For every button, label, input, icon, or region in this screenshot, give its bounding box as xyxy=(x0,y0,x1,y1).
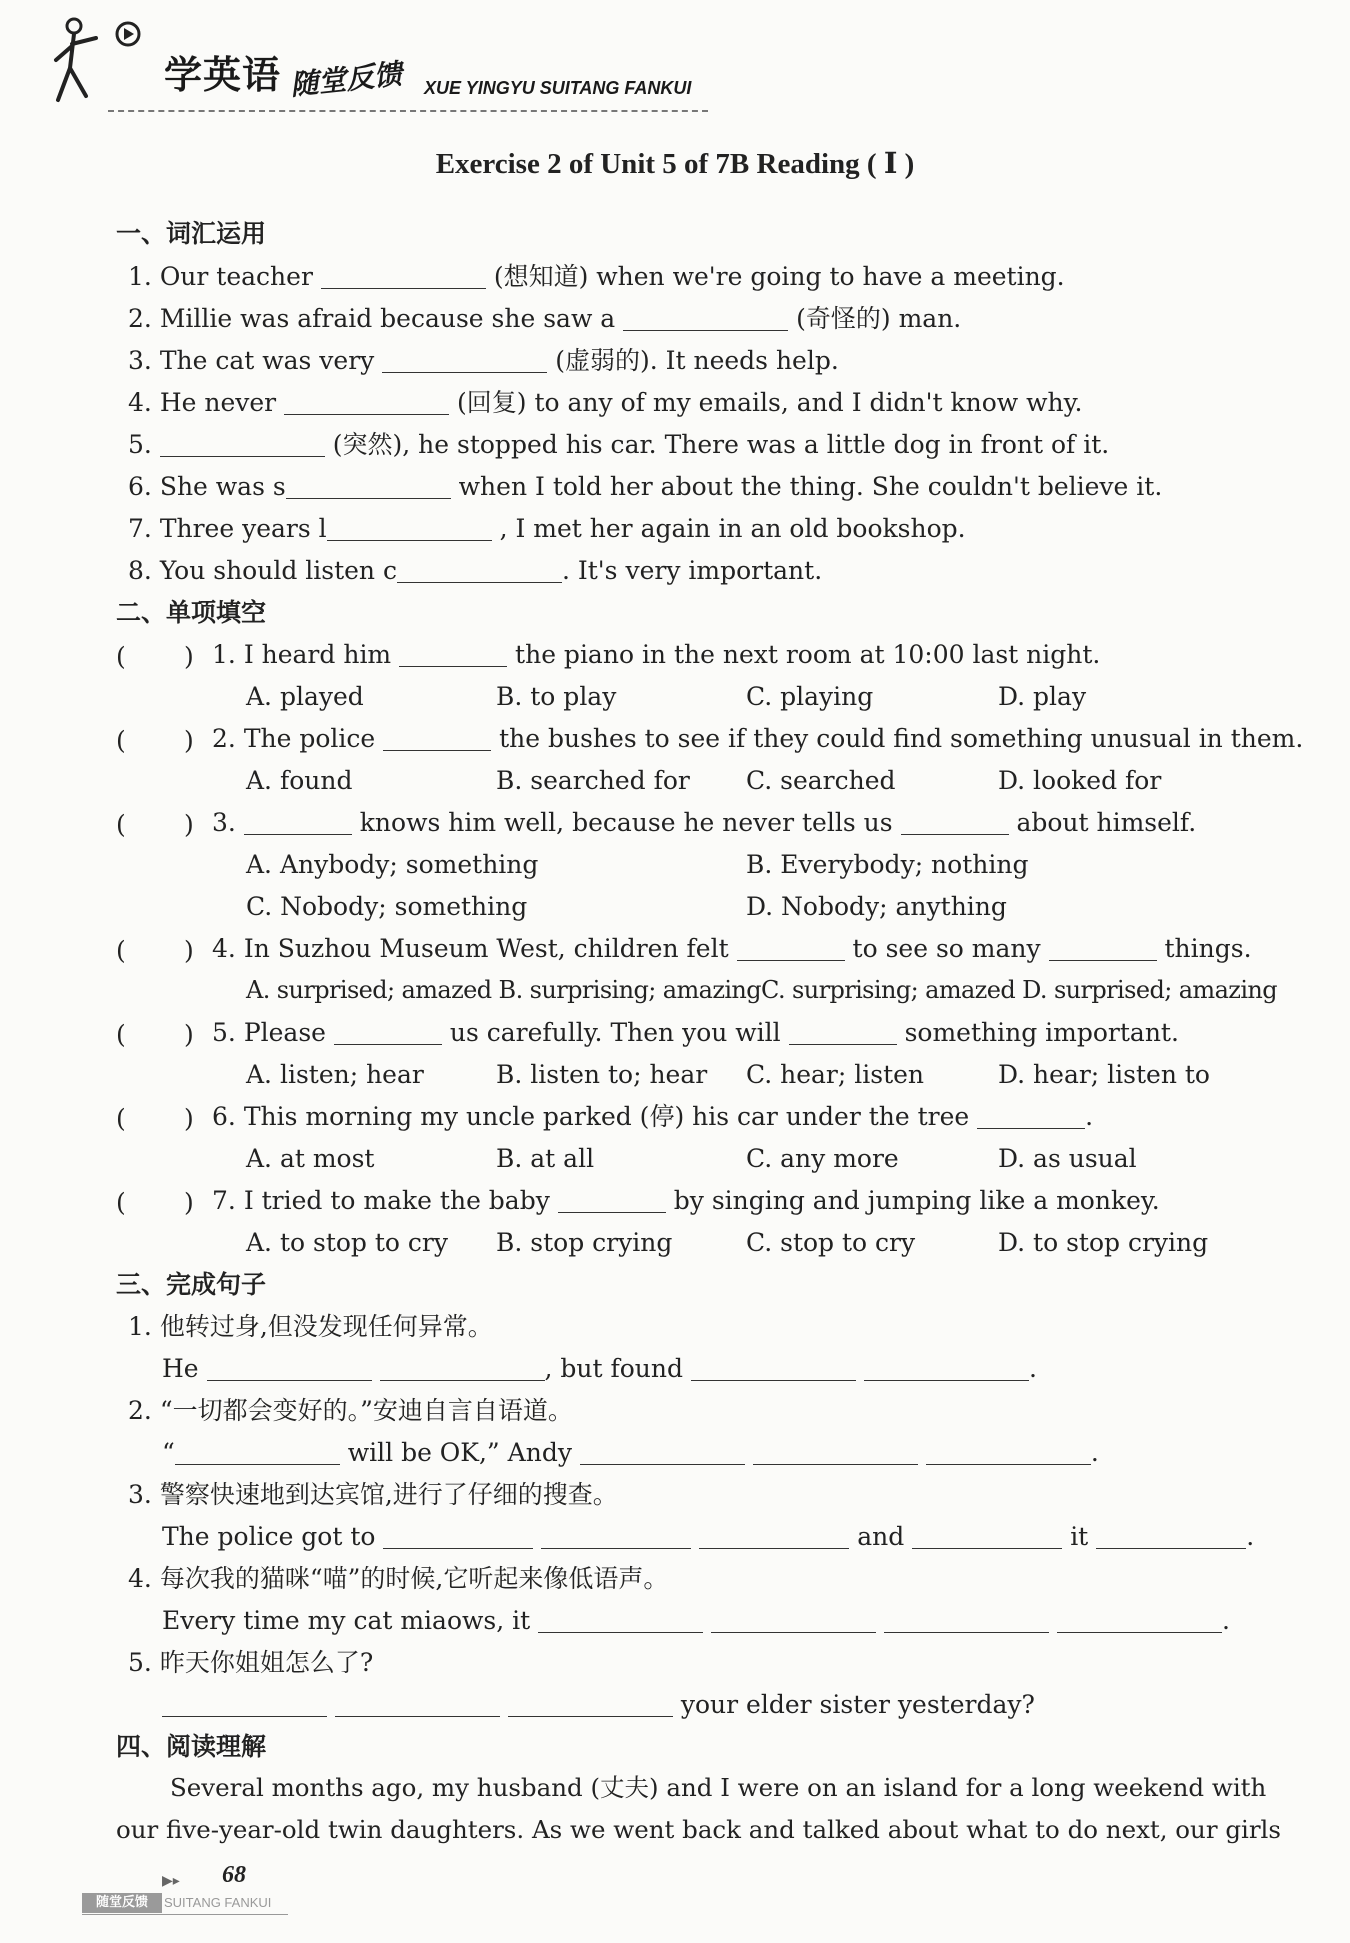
vocab-item-8 xyxy=(128,558,822,583)
header-divider xyxy=(108,110,708,112)
answer-bracket-open: ( xyxy=(116,810,126,839)
footer-divider xyxy=(82,1914,288,1915)
translation-item-3-answer xyxy=(162,1524,1254,1549)
sentence-text: . xyxy=(1090,1438,1099,1467)
answer-bracket-close: ) xyxy=(184,936,194,965)
answer-blank[interactable] xyxy=(175,1442,340,1465)
logo-title: 学英语 xyxy=(164,53,282,97)
option-c[interactable]: C. playing xyxy=(746,682,874,711)
question-text: the piano in the next room at 10:00 last night. xyxy=(515,640,1101,669)
vocab-item-3 xyxy=(128,348,839,373)
question-text: Please xyxy=(243,1018,326,1047)
section4-heading: 四、阅读理解 xyxy=(116,1732,267,1761)
mc-question-6 xyxy=(212,1104,1093,1129)
page-header xyxy=(52,14,1332,114)
option-b[interactable]: B. at all xyxy=(496,1144,595,1173)
option-b[interactable]: B. to play xyxy=(496,682,617,711)
question-text: In Suzhou Museum West, children felt xyxy=(243,934,729,963)
option-d[interactable]: D. as usual xyxy=(998,1144,1137,1173)
answer-bracket-open: ( xyxy=(116,936,126,965)
item-text: , I met her again in an old bookshop. xyxy=(499,514,966,543)
answer-blank[interactable] xyxy=(382,350,547,373)
item-number: 2. xyxy=(128,1396,152,1425)
option-b[interactable]: B. searched for xyxy=(496,766,690,795)
answer-bracket-close: ) xyxy=(184,642,194,671)
item-number: 4. xyxy=(128,1564,152,1593)
item-number: 1. xyxy=(128,262,152,291)
item-number: 3. xyxy=(128,346,152,375)
page-title: Exercise 2 of Unit 5 of 7B Reading ( Ⅰ ) xyxy=(435,148,915,180)
answer-bracket-open: ( xyxy=(116,1020,126,1049)
answer-blank[interactable] xyxy=(321,266,486,289)
question-number: 5. xyxy=(212,1018,236,1047)
answer-blank[interactable] xyxy=(580,1442,745,1465)
answer-blank[interactable] xyxy=(901,812,1009,835)
option-a[interactable]: A. at most xyxy=(246,1144,375,1173)
answer-blank[interactable] xyxy=(284,392,449,415)
question-text: the bushes to see if they could find something unusual in them. xyxy=(499,724,1304,753)
chinese-prompt: 警察快速地到达宾馆,进行了仔细的搜查。 xyxy=(159,1480,618,1509)
mc-question-1 xyxy=(212,642,1100,667)
answer-blank[interactable] xyxy=(699,1526,849,1549)
option-c[interactable]: C. stop to cry xyxy=(746,1228,916,1257)
answer-blank[interactable] xyxy=(160,434,325,457)
sentence-text: . xyxy=(1028,1354,1037,1383)
answer-blank[interactable] xyxy=(912,1526,1062,1549)
question-text: something important. xyxy=(904,1018,1179,1047)
sentence-text: “ xyxy=(162,1438,175,1467)
answer-bracket-close: ) xyxy=(184,1020,194,1049)
answer-blank[interactable] xyxy=(286,476,451,499)
reading-passage-line-2: our five-year-old twin daughters. As we went back and talked about what to do next, our girls xyxy=(116,1815,1281,1844)
question-text: . xyxy=(1085,1102,1094,1131)
option-b[interactable]: B. Everybody; nothing xyxy=(746,850,1029,879)
answer-blank[interactable] xyxy=(789,1022,897,1045)
sentence-text: it xyxy=(1070,1522,1089,1551)
translation-item-4-prompt xyxy=(128,1566,668,1591)
translation-item-4-answer xyxy=(162,1608,1230,1633)
runner-logo-icon xyxy=(52,16,142,112)
option-a[interactable]: A. Anybody; something xyxy=(246,850,539,879)
question-text: to see so many xyxy=(852,934,1041,963)
logo-pinyin: XUE YINGYU SUITANG FANKUI xyxy=(424,78,692,98)
translation-item-1-answer xyxy=(162,1356,1037,1381)
answer-blank[interactable] xyxy=(162,1694,327,1717)
option-a[interactable]: A. to stop to cry xyxy=(246,1228,448,1257)
question-text: This morning my uncle parked (停) his car under the tree xyxy=(243,1102,970,1131)
question-text: things. xyxy=(1164,934,1252,963)
item-text: (奇怪的) man. xyxy=(796,304,962,333)
reading-passage-line-1: Several months ago, my husband (丈夫) and I were on an island for a long weekend with xyxy=(170,1773,1267,1802)
item-text: The cat was very xyxy=(159,346,375,375)
question-number: 1. xyxy=(212,640,236,669)
chinese-prompt: 每次我的猫咪“喵”的时候,它听起来像低语声。 xyxy=(159,1564,669,1593)
translation-item-2-answer xyxy=(162,1440,1099,1465)
question-number: 2. xyxy=(212,724,236,753)
option-b[interactable]: B. listen to; hear xyxy=(496,1060,708,1089)
chinese-prompt: “一切都会变好的。”安迪自言自语道。 xyxy=(159,1396,573,1425)
item-text: She was s xyxy=(159,472,286,501)
item-number: 5. xyxy=(128,430,152,459)
answer-blank[interactable] xyxy=(508,1694,673,1717)
answer-blank[interactable] xyxy=(335,1694,500,1717)
option-d[interactable]: D. Nobody; anything xyxy=(746,892,1007,921)
vocab-item-5 xyxy=(128,432,1109,457)
option-a[interactable]: A. played xyxy=(246,682,364,711)
answer-blank[interactable] xyxy=(327,518,492,541)
vocab-item-1 xyxy=(128,264,1065,289)
question-number: 3. xyxy=(212,808,236,837)
question-text: us carefully. Then you will xyxy=(449,1018,781,1047)
question-text: knows him well, because he never tells us xyxy=(359,808,893,837)
item-number: 6. xyxy=(128,472,152,501)
item-text: when I told her about the thing. She couldn't believe it. xyxy=(458,472,1163,501)
item-text: Millie was afraid because she saw a xyxy=(159,304,616,333)
vocab-item-6 xyxy=(128,474,1162,499)
answer-blank[interactable] xyxy=(753,1442,918,1465)
item-text: (虚弱的). It needs help. xyxy=(555,346,839,375)
sentence-text: . xyxy=(1222,1606,1230,1635)
footer-badge: 随堂反馈 xyxy=(82,1893,162,1913)
logo-subtitle: 随堂反馈 xyxy=(288,57,404,102)
question-text: The police xyxy=(243,724,376,753)
answer-blank[interactable] xyxy=(558,1190,666,1213)
answer-blank[interactable] xyxy=(334,1022,442,1045)
answer-blank[interactable] xyxy=(383,1526,533,1549)
option-d[interactable]: D. hear; listen to xyxy=(998,1060,1210,1089)
translation-item-5-prompt xyxy=(128,1650,373,1675)
translation-item-2-prompt xyxy=(128,1398,573,1423)
answer-blank[interactable] xyxy=(977,1106,1085,1129)
sentence-text: your elder sister yesterday? xyxy=(680,1690,1035,1719)
answer-blank[interactable] xyxy=(926,1442,1091,1465)
question-text: I heard him xyxy=(243,640,392,669)
option-c[interactable]: C. hear; listen xyxy=(746,1060,925,1089)
answer-bracket-close: ) xyxy=(184,810,194,839)
answer-bracket-close: ) xyxy=(184,1104,194,1133)
page-number: 68 xyxy=(222,1862,246,1888)
page-arrow-icon: ▶▸ xyxy=(162,1873,180,1889)
answer-blank[interactable] xyxy=(711,1610,876,1633)
answer-bracket-close: ) xyxy=(184,726,194,755)
answer-blank[interactable] xyxy=(244,812,352,835)
answer-blank[interactable] xyxy=(397,560,562,583)
answer-bracket-open: ( xyxy=(116,1188,126,1217)
mc-question-7 xyxy=(212,1188,1160,1213)
option-c[interactable]: C. any more xyxy=(746,1144,899,1173)
item-text: (想知道) when we're going to have a meeting. xyxy=(493,262,1065,291)
item-text: He never xyxy=(159,388,277,417)
item-text: (突然), he stopped his car. There was a little dog in front of it. xyxy=(332,430,1110,459)
translation-item-1-prompt xyxy=(128,1314,493,1339)
chinese-prompt: 他转过身,但没发现任何异常。 xyxy=(159,1312,493,1341)
section1-heading: 一、词汇运用 xyxy=(116,219,267,248)
sentence-text: and xyxy=(857,1522,905,1551)
sentence-text: Every time my cat miaows, it xyxy=(162,1606,531,1635)
option-c[interactable]: C. Nobody; something xyxy=(246,892,528,921)
item-number: 2. xyxy=(128,304,152,333)
vocab-item-7 xyxy=(128,516,966,541)
mc-question-5 xyxy=(212,1020,1179,1045)
item-number: 4. xyxy=(128,388,152,417)
answer-blank[interactable] xyxy=(383,728,491,751)
question-text: by singing and jumping like a monkey. xyxy=(673,1186,1160,1215)
item-number: 3. xyxy=(128,1480,152,1509)
translation-item-5-answer xyxy=(162,1692,1035,1717)
item-text: . It's very important. xyxy=(561,556,823,585)
item-number: 7. xyxy=(128,514,152,543)
mc-question-3 xyxy=(212,810,1196,835)
options-line[interactable]: A. surprised; amazed B. surprising; amazingC. surprising; amazed D. surprised; amazing xyxy=(246,976,1278,1004)
item-number: 8. xyxy=(128,556,152,585)
section3-heading: 三、完成句子 xyxy=(116,1270,267,1299)
sentence-text: will be OK,” Andy xyxy=(347,1438,572,1467)
translation-item-3-prompt xyxy=(128,1482,618,1507)
footer-pinyin: SUITANG FANKUI xyxy=(164,1895,272,1910)
answer-blank[interactable] xyxy=(737,938,845,961)
answer-blank[interactable] xyxy=(1057,1610,1222,1633)
answer-blank[interactable] xyxy=(538,1610,703,1633)
answer-blank[interactable] xyxy=(380,1358,545,1381)
option-a[interactable]: A. listen; hear xyxy=(246,1060,424,1089)
item-text: Our teacher xyxy=(159,262,313,291)
question-number: 6. xyxy=(212,1102,236,1131)
option-a[interactable]: A. found xyxy=(246,766,353,795)
item-text: You should listen c xyxy=(159,556,397,585)
question-number: 4. xyxy=(212,934,236,963)
answer-blank[interactable] xyxy=(1096,1526,1246,1549)
option-b[interactable]: B. stop crying xyxy=(496,1228,673,1257)
mc-question-2 xyxy=(212,726,1303,751)
sentence-text: The police got to xyxy=(162,1522,376,1551)
answer-bracket-open: ( xyxy=(116,1104,126,1133)
answer-bracket-open: ( xyxy=(116,726,126,755)
mc-question-4 xyxy=(212,936,1252,961)
option-d[interactable]: D. play xyxy=(998,682,1087,711)
item-text: Three years l xyxy=(159,514,327,543)
answer-blank[interactable] xyxy=(541,1526,691,1549)
answer-blank[interactable] xyxy=(884,1610,1049,1633)
option-d[interactable]: D. to stop crying xyxy=(998,1228,1209,1257)
section2-heading: 二、单项填空 xyxy=(116,598,267,627)
question-number: 7. xyxy=(212,1186,236,1215)
question-text: I tried to make the baby xyxy=(243,1186,550,1215)
option-c[interactable]: C. searched xyxy=(746,766,896,795)
answer-blank[interactable] xyxy=(864,1358,1029,1381)
question-text: about himself. xyxy=(1016,808,1197,837)
vocab-item-2 xyxy=(128,306,961,331)
answer-blank[interactable] xyxy=(1049,938,1157,961)
sentence-text: , but found xyxy=(544,1354,684,1383)
answer-blank[interactable] xyxy=(691,1358,856,1381)
answer-blank[interactable] xyxy=(399,644,507,667)
sentence-text: He xyxy=(162,1354,199,1383)
answer-bracket-close: ) xyxy=(184,1188,194,1217)
item-number: 1. xyxy=(128,1312,152,1341)
item-text: (回复) to any of my emails, and I didn't know why. xyxy=(457,388,1083,417)
option-d[interactable]: D. looked for xyxy=(998,766,1162,795)
item-number: 5. xyxy=(128,1648,152,1677)
vocab-item-4 xyxy=(128,390,1082,415)
answer-blank[interactable] xyxy=(207,1358,372,1381)
sentence-text: . xyxy=(1246,1522,1255,1551)
chinese-prompt: 昨天你姐姐怎么了? xyxy=(159,1648,374,1677)
answer-blank[interactable] xyxy=(623,308,788,331)
answer-bracket-open: ( xyxy=(116,642,126,671)
